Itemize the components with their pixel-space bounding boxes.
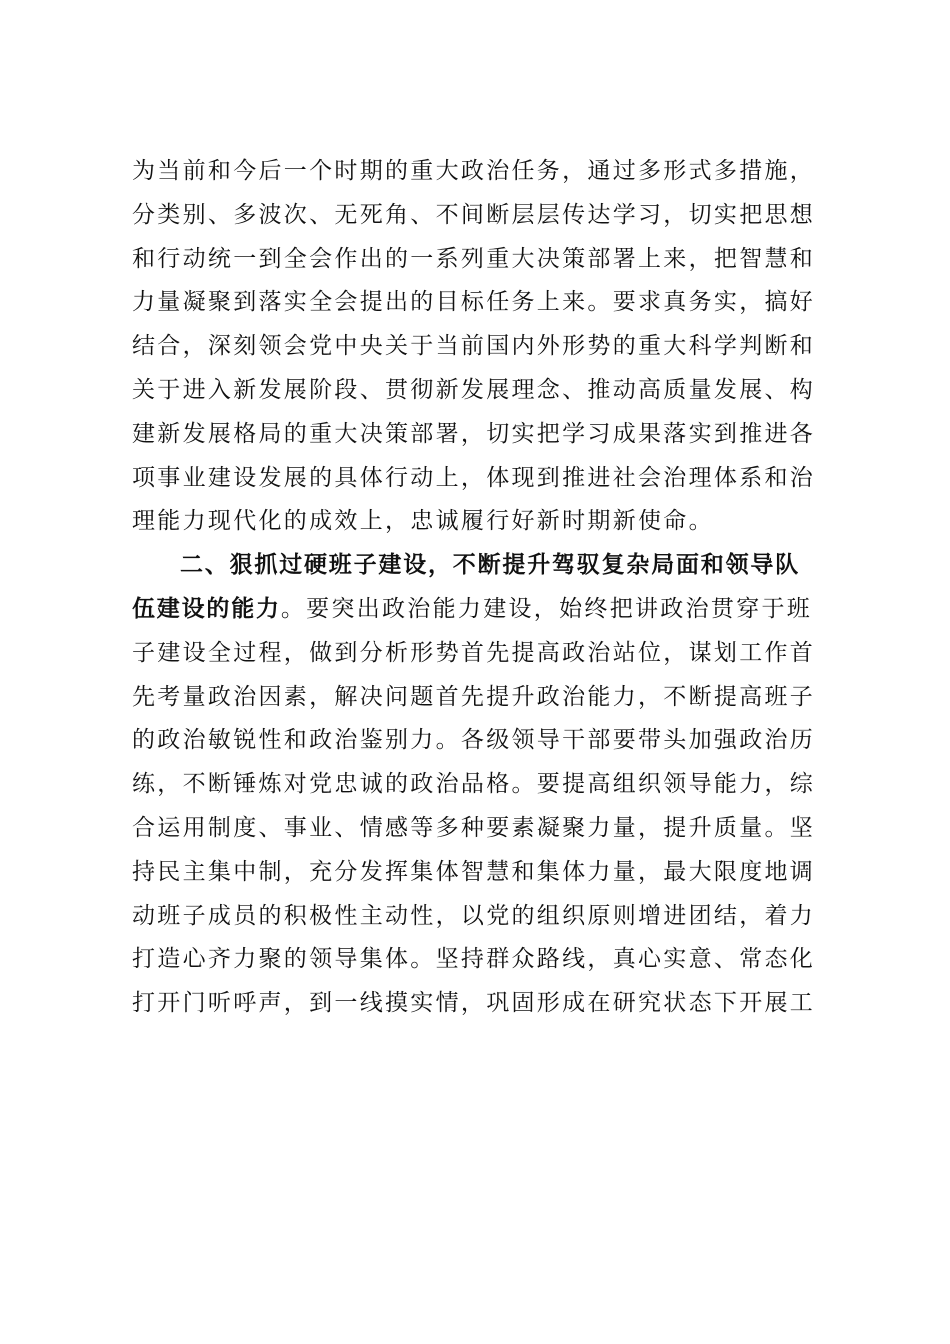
- section-heading: 二、狠抓过硬班子建设，不断提升驾驭复杂局面和领导队: [180, 552, 800, 579]
- paragraph-line: 先考量政治因素，解决问题首先提升政治能力，不断提高班子: [132, 683, 816, 710]
- paragraph-line: 的政治敏锐性和政治鉴别力。各级领导干部要带头加强政治历: [132, 727, 816, 754]
- paragraph-line: 打造心齐力聚的领导集体。坚持群众路线，真心实意、常态化: [132, 946, 816, 973]
- section-heading-continuation: [132, 588, 832, 632]
- paragraph-line: 理能力现代化的成效上，忠诚履行好新时期新使命。: [132, 508, 714, 535]
- paragraph-line: 结合，深刻领会党中央关于当前国内外形势的重大科学判断和: [132, 333, 816, 360]
- document-body: [132, 150, 832, 1026]
- paragraph-line: 建新发展格局的重大决策部署，切实把学习成果落实到推进各: [132, 420, 816, 447]
- section-heading-end: 伍建设的能力: [132, 595, 281, 622]
- paragraph-line: 关于进入新发展阶段、贯彻新发展理念、推动高质量发展、构: [132, 376, 816, 403]
- paragraph-line: 打开门听呼声，到一线摸实情，巩固形成在研究状态下开展工: [132, 990, 816, 1017]
- paragraph-line: 项事业建设发展的具体行动上，体现到推进社会治理体系和治: [132, 464, 816, 491]
- paragraph-line: 和行动统一到全会作出的一系列重大决策部署上来，把智慧和: [132, 245, 816, 272]
- paragraph-line: 合运用制度、事业、情感等多种要素凝聚力量，提升质量。坚: [132, 814, 816, 841]
- paragraph-line: 分类别、多波次、无死角、不间断层层传达学习，切实把思想: [132, 201, 816, 228]
- paragraph-line: 动班子成员的积极性主动性，以党的组织原则增进团结，着力: [132, 902, 816, 929]
- paragraph-line: 子建设全过程，做到分析形势首先提高政治站位，谋划工作首: [132, 639, 816, 666]
- paragraph-line: 为当前和今后一个时期的重大政治任务，通过多形式多措施，: [132, 158, 816, 184]
- paragraph-line: 持民主集中制，充分发挥集体智慧和集体力量，最大限度地调: [132, 858, 816, 885]
- paragraph-line: 力量凝聚到落实全会提出的目标任务上来。要求真务实，搞好: [132, 289, 816, 316]
- paragraph-line-start: 。要突出政治能力建设，始终把讲政治贯穿于班: [280, 595, 813, 622]
- paragraph-line: 练，不断锤炼对党忠诚的政治品格。要提高组织领导能力，综: [132, 771, 816, 798]
